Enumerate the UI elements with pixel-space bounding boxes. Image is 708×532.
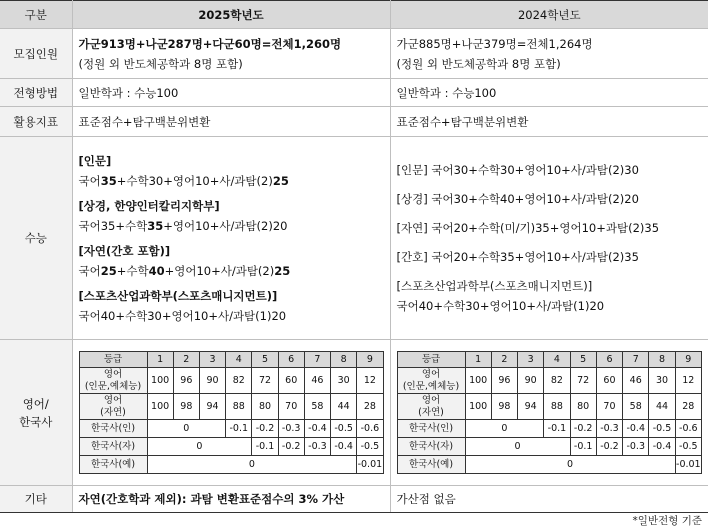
grade-table-2025 xyxy=(79,351,384,474)
label-etc: 기타 xyxy=(0,486,72,513)
label-english-history: 영어/ 한국사 xyxy=(0,340,72,486)
header-category: 구분 xyxy=(0,1,72,29)
english-humanities-row: 영어 (인문,예체능) 100 96 90 82 72 60 46 30 12 xyxy=(397,368,702,394)
suneung-2025-humanities-title: [인문] xyxy=(78,153,112,168)
row-index xyxy=(0,107,708,137)
suneung-2025-sports-formula: 국어40+수학30+영어10+사/과탐(1)20 xyxy=(78,308,287,323)
english-nature-row: 영어 (자연) 100 98 94 88 80 70 58 44 28 xyxy=(397,394,702,420)
suneung-2025-nature-title: [자연(간호 포함)] xyxy=(78,243,171,258)
row-method xyxy=(0,79,708,107)
header-2024: 2024학년도 xyxy=(390,1,708,29)
suneung-2024-nursing: [간호] 국어20+수학35+영어10+사/과탐(2)35 xyxy=(396,250,639,264)
row-english-history xyxy=(0,340,708,486)
history-humanities-row: 한국사(인) 0 -0.1 -0.2 -0.3 -0.4 -0.5 -0.6 xyxy=(397,420,702,438)
suneung-2025-sports xyxy=(79,286,384,326)
recruit-2024-total: 가군885명+나군379명=전체1,264명 xyxy=(396,36,593,51)
suneung-2025-business-formula: 국어35+수학35+영어10+사/과탐(2)20 xyxy=(78,218,288,233)
label-recruit: 모집인원 xyxy=(0,29,72,79)
history-arts-row: 한국사(예) 0 -0.01 xyxy=(397,456,702,474)
recruit-2025 xyxy=(72,29,390,79)
row-etc xyxy=(0,486,708,513)
header-2025: 2025학년도 xyxy=(72,1,390,29)
english-nature-row: 영어 (자연) 100 98 94 88 80 70 58 44 28 xyxy=(79,394,383,420)
history-nature-row: 한국사(자) 0 -0.1 -0.2 -0.3 -0.4 -0.5 xyxy=(79,438,383,456)
suneung-2025-humanities-formula: 국어35+수학30+영어10+사/과탐(2)25 xyxy=(78,173,289,188)
suneung-2024-business: [상경] 국어30+수학40+영어10+사/과탐(2)20 xyxy=(396,192,639,206)
grade-table-2024 xyxy=(397,351,703,474)
etc-2024: 가산점 없음 xyxy=(390,486,708,513)
label-method: 전형방법 xyxy=(0,79,72,107)
etc-2025: 자연(간호학과 제외): 과탐 변환표준점수의 3% 가산 xyxy=(72,486,390,513)
index-2025: 표준점수+탐구백분위변환 xyxy=(72,107,390,137)
history-nature-row: 한국사(자) 0 -0.1 -0.2 -0.3 -0.4 -0.5 xyxy=(397,438,702,456)
suneung-2024-humanities: [인문] 국어30+수학30+영어10+사/과탐(2)30 xyxy=(396,163,639,177)
footnote: *일반전형 기준 xyxy=(632,515,702,527)
history-humanities-row: 한국사(인) 0 -0.1 -0.2 -0.3 -0.4 -0.5 -0.6 xyxy=(79,420,383,438)
method-2024: 일반학과 : 수능100 xyxy=(390,79,708,107)
method-2025: 일반학과 : 수능100 xyxy=(72,79,390,107)
english-humanities-row: 영어 (인문,예체능) 100 96 90 82 72 60 46 30 12 xyxy=(79,368,383,394)
label-suneung: 수능 xyxy=(0,137,72,340)
recruit-2024-note: (정원 외 반도체공학과 8명 포함) xyxy=(396,56,561,71)
suneung-2025-business xyxy=(79,196,384,236)
history-arts-row: 한국사(예) 0 -0.01 xyxy=(79,456,383,474)
suneung-2025-nature-formula: 국어25+수학40+영어10+사/과탐(2)25 xyxy=(78,263,291,278)
grade-header-row: 등급 1 2 3 4 5 6 7 8 9 xyxy=(397,352,702,368)
recruit-2025-note: (정원 외 반도체공학과 8명 포함) xyxy=(78,56,243,71)
suneung-2024-sports-title: [스포츠산업과학부(스포츠매니지먼트)] xyxy=(396,279,593,293)
row-recruit xyxy=(0,29,708,79)
suneung-2025-sports-title: [스포츠산업과학부(스포츠매니지먼트)] xyxy=(78,288,278,303)
suneung-2024 xyxy=(390,137,708,340)
index-2024: 표준점수+탐구백분위변환 xyxy=(390,107,708,137)
suneung-2025 xyxy=(72,137,390,340)
suneung-2025-humanities xyxy=(79,151,384,191)
row-suneung xyxy=(0,137,708,340)
suneung-2025-nature xyxy=(79,241,384,281)
grade-table-2024-cell xyxy=(390,340,708,486)
recruit-2024 xyxy=(390,29,708,79)
suneung-2025-business-title: [상경, 한양인터칼리지학부] xyxy=(78,198,220,213)
label-index: 활용지표 xyxy=(0,107,72,137)
header-row xyxy=(0,1,708,29)
suneung-2024-sports-formula: 국어40+수학30+영어10+사/과탐(1)20 xyxy=(396,299,605,313)
grade-header-row: 등급 1 2 3 4 5 6 7 8 9 xyxy=(79,352,383,368)
recruit-2025-total: 가군913명+나군287명+다군60명=전체1,260명 xyxy=(78,36,342,51)
grade-table-2025-cell xyxy=(72,340,390,486)
suneung-2024-nature: [자연] 국어20+수학(미/기)35+영어10+과탐(2)35 xyxy=(396,221,660,235)
